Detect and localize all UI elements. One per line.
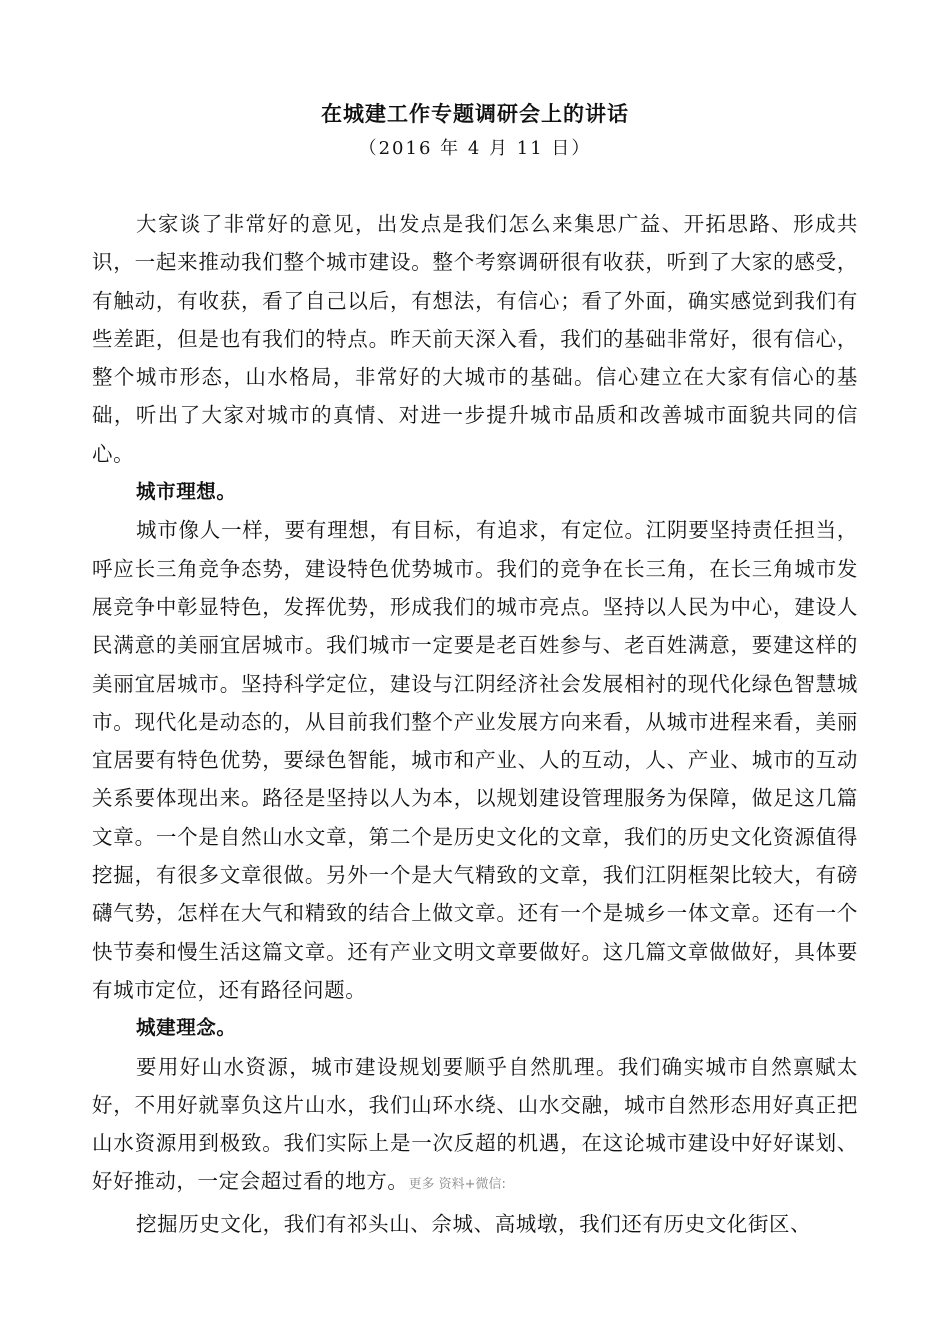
watermark-note: 更多 资料+微信: — [408, 1177, 506, 1193]
urban-concept-paragraph — [92, 1048, 858, 1205]
city-ideal-paragraph: 城市像人一样，要有理想，有目标，有追求，有定位。江阴要坚持责任担当，呼应长三角竞争态势，建设特色优势城市。我们的竞争在长三角，在长三角城市发展竞争中彰显特色，发挥优势，形成我们的城市亮点。坚持以人民为中心，建设人民满意的美丽宜居城市。我们城市一定要是老百姓参与、老百姓满意，要建这样的美丽宜居城市。坚持科学定位，建设与江阴经济社会发展相衬的现代化绿色智慧城市。现代化是动态的，从目前我们整个产业发展方向来看，从城市进程来看，美丽宜居要有特色优势，要绿色智能，城市和产业、人的互动，人、产业、城市的互动关系要体现出来。路径是坚持以人为本，以规划建设管理服务为保障，做足这几篇文章。一个是自然山水文章，第二个是历史文化的文章，我们的历史文化资源值得挖掘，有很多文章很做。另外一个是大气精致的文章，我们江阴框架比较大，有磅礴气势，怎样在大气和精致的结合上做文章。还有一个是城乡一体文章。还有一个快节奏和慢生活这篇文章。还有产业文明文章要做好。这几篇文章做做好，具体要有城市定位，还有路径问题。 — [92, 518, 858, 1002]
document-body — [92, 205, 858, 1243]
document-title: 在城建工作专题调研会上的讲话 — [321, 101, 629, 126]
urban-concept-text: 要用好山水资源，城市建设规划要顺乎自然肌理。我们确实城市自然禀赋太好，不用好就辜负这片山水，我们山环水绕、山水交融，城市自然形态用好真正把山水资源用到极致。我们实际上是一次反超的机遇，在这论城市建设中好好谋划、好好推动，一定会超过看的地方。 — [92, 1054, 858, 1194]
intro-paragraph: 大家谈了非常好的意见，出发点是我们怎么来集思广益、开拓思路、形成共识，一起来推动我们整个城市建设。整个考察调研很有收获，听到了大家的感受，有触动，有收获，看了自己以后，有想法，有信心；看了外面，确实感觉到我们有些差距，但是也有我们的特点。昨天前天深入看，我们的基础非常好，很有信心，整个城市形态，山水格局，非常好的大城市的基础。信心建立在大家有信心的基础，听出了大家对城市的真情、对进一步提升城市品质和改善城市面貌共同的信心。 — [92, 212, 858, 466]
section-heading-city-ideal: 城市理想。 — [136, 480, 237, 504]
section-heading-urban-concept: 城建理念。 — [136, 1016, 237, 1040]
history-culture-paragraph: 挖掘历史文化，我们有祁头山、佘城、高城墩，我们还有历史文化街区、 — [136, 1211, 812, 1236]
document-date: （2016 年 4 月 11 日） — [358, 138, 592, 159]
